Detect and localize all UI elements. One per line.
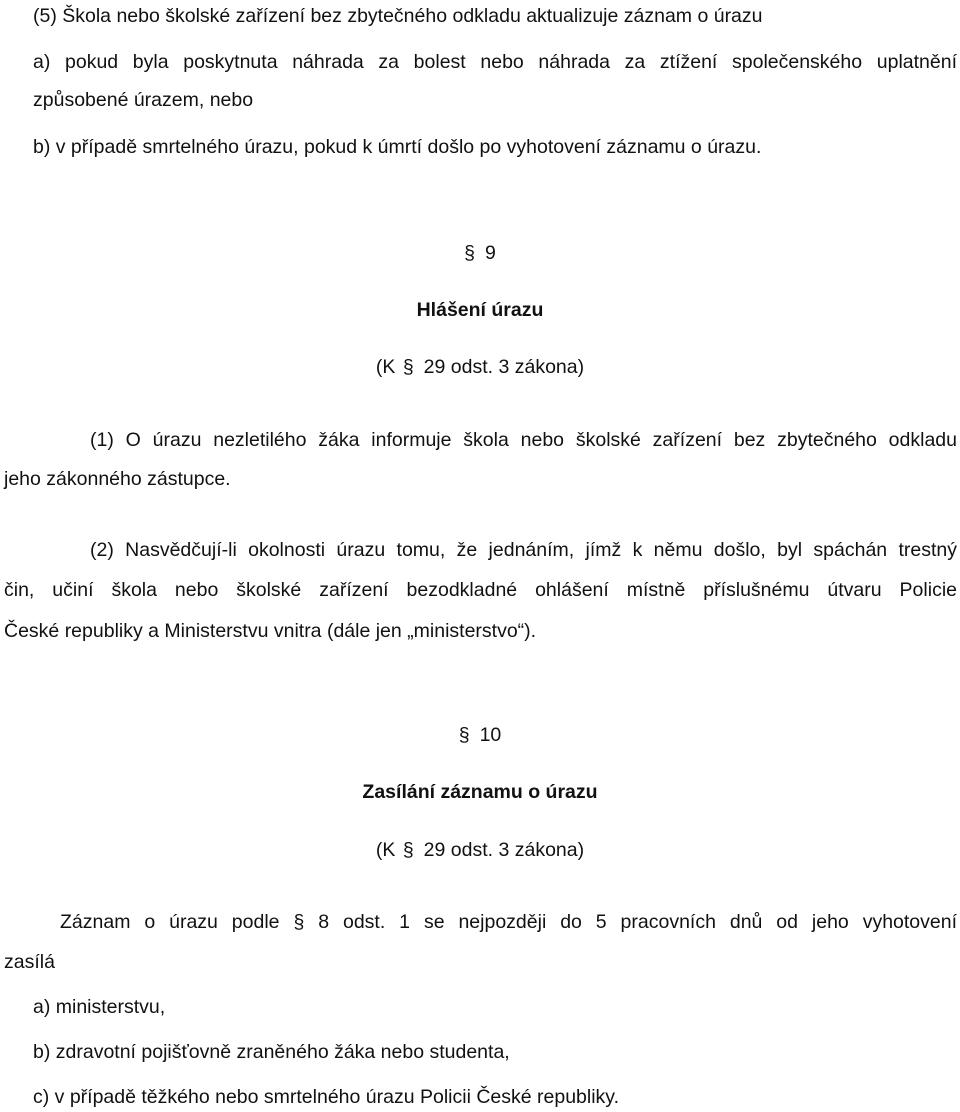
section-10-p-line1 [60, 910, 957, 934]
section-10-heading [0, 723, 960, 747]
para5-item-b: b) v případě smrtelného úrazu, pokud k úmrtí došlo po vyhotovení záznamu o úrazu. [33, 136, 762, 158]
reference-prefix: (K [375, 839, 396, 861]
section-symbol: § [458, 724, 470, 746]
section-9-p2-line2: čin, učiní škola nebo školské zařízení bezodkladné ohlášení místně příslušnému útvaru Policie [4, 579, 957, 601]
para5-item-a-line1: a) pokud byla poskytnuta náhrada za bolest nebo náhrada za ztížení společenského uplatnění [33, 51, 957, 73]
section-9-title: Hlášení úrazu [416, 299, 544, 321]
section-9-p2-line1: (2) Nasvědčují-li okolnosti úrazu tomu, že jednáním, jímž k němu došlo, byl spáchán trestný [90, 539, 957, 561]
section-9-heading [0, 241, 960, 265]
section-9-p1-line1: (1) O úrazu nezletilého žáka informuje škola nebo školské zařízení bez zbytečného odkladu [90, 429, 957, 451]
section-10-title: Zasílání záznamu o úrazu [362, 781, 598, 803]
section-9-p2-line3: České republiky a Ministerstvu vnitra (dále jen „ministerstvo“). [4, 620, 537, 642]
section-10-item-c: c) v případě těžkého nebo smrtelného úrazu Policii České republiky. [33, 1086, 620, 1108]
section-10-item-a: a) ministerstvu, [33, 996, 166, 1018]
section-10-p-line1-a: Záznam o úrazu podle [60, 911, 280, 933]
section-10-reference [0, 838, 960, 862]
section-number: 10 [479, 724, 502, 746]
section-10-p-line2: zasílá [4, 951, 55, 973]
section-symbol: § [464, 242, 475, 264]
reference-rest: 29 odst. 3 zákona) [423, 839, 585, 861]
section-number: 9 [485, 242, 496, 264]
reference-section-symbol: § [402, 356, 414, 378]
para5-intro: (5) Škola nebo školské zařízení bez zbytečného odkladu aktualizuje záznam o úrazu [33, 5, 763, 27]
section-10-item-b: b) zdravotní pojišťovně zraněného žáka nebo studenta, [33, 1041, 510, 1063]
para5-item-a-line2: způsobené úrazem, nebo [33, 89, 254, 111]
reference-rest: 29 odst. 3 zákona) [423, 356, 585, 378]
section-9-reference [0, 355, 960, 379]
section-9-p1-line2: jeho zákonného zástupce. [4, 468, 231, 490]
section-10-p-line1-b: 8 odst. 1 se nejpozději do 5 pracovních dnů od jeho vyhotovení [318, 911, 958, 933]
section-10-p-line1-symbol: § [293, 911, 305, 933]
reference-section-symbol: § [402, 839, 414, 861]
reference-prefix: (K [375, 356, 396, 378]
